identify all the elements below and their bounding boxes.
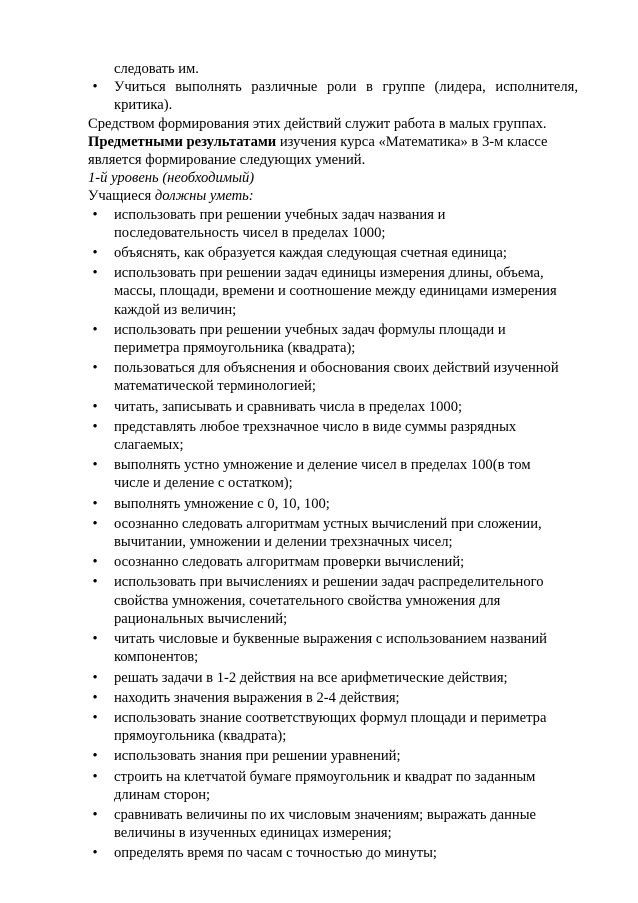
skill-text-line: читать, записывать и сравнивать числа в пределах 1000;: [114, 398, 463, 415]
bullet-marker: •: [92, 669, 98, 686]
skill-text-line: величины в изученных единицах измерения;: [114, 825, 392, 842]
skill-list-item: [88, 456, 578, 492]
skill-text-line: слагаемых;: [114, 437, 184, 454]
skill-text-line: периметра прямоугольника (квадрата);: [114, 340, 356, 357]
bullet-marker: •: [92, 206, 98, 223]
skill-list-item: [88, 747, 578, 765]
bullet-marker: •: [92, 748, 98, 765]
skill-text-line: объяснять, как образуется каждая следующая счетная единица;: [114, 245, 507, 262]
group-roles-line-2: критика).: [114, 97, 173, 114]
bullet-marker: •: [92, 418, 98, 435]
skill-list-item: [88, 768, 578, 804]
level-heading: 1-й уровень (необходимый): [88, 170, 255, 187]
skill-text-line: использовать знание соответствующих формул площади и периметра: [114, 709, 547, 726]
bullet-marker: •: [92, 554, 98, 571]
bullet-marker: •: [92, 768, 98, 785]
skill-text-line: находить значения выражения в 2-4 действия;: [114, 689, 400, 706]
skill-list-item: [88, 359, 578, 395]
group-roles-line-1: Учиться выполнять различные роли в группе (лидера, исполнителя,: [114, 79, 578, 96]
skill-text-line: сравнивать величины по их числовым значениям; выражать данные: [114, 806, 537, 823]
bullet-marker: •: [92, 709, 98, 726]
skill-list-item: [88, 630, 578, 666]
skill-list-item: [88, 689, 578, 707]
bullet-marker: •: [92, 398, 98, 415]
skill-list-item: [88, 321, 578, 357]
skill-text-line: осознанно следовать алгоритмам проверки вычислений;: [114, 554, 465, 571]
subject-results-bold: Предметными результатами: [88, 133, 277, 150]
intro-continuation-line: следовать им.: [114, 61, 199, 77]
skill-text-line: свойства умножения, сочетательного свойства умножения для: [114, 592, 501, 609]
students-plain: Учащиеся: [88, 188, 155, 205]
means-paragraph: Средством формирования этих действий служит работа в малых группах.: [88, 115, 547, 132]
bullet-marker: •: [92, 360, 98, 377]
skill-text-line: длинам сторон;: [114, 786, 211, 803]
skill-text-line: осознанно следовать алгоритмам устных вычислений при сложении,: [114, 515, 542, 532]
bullet-marker: •: [92, 495, 98, 512]
skill-text-line: использовать при решении задач единицы измерения длины, объема,: [114, 265, 544, 282]
skills-list: [88, 206, 578, 863]
skill-text-line: вычитании, умножении и делении трехзначных чисел;: [114, 534, 453, 551]
skill-list-item: [88, 573, 578, 628]
document-body: [88, 60, 578, 865]
skill-text-line: использовать при решении учебных задач формулы площади и: [114, 321, 506, 338]
skill-list-item: [88, 669, 578, 687]
subject-results-paragraph: [88, 133, 578, 151]
skill-list-item: [88, 264, 578, 319]
skill-list-item: [88, 206, 578, 242]
skill-text-line: прямоугольника (квадрата);: [114, 728, 287, 745]
students-must-line: [88, 187, 578, 205]
skill-list-item: [88, 418, 578, 454]
skill-text-line: рациональных вычислений;: [114, 610, 288, 627]
bullet-marker: •: [92, 457, 98, 474]
skill-text-line: решать задачи в 1-2 действия на все арифметические действия;: [114, 669, 508, 686]
skill-text-line: использовать при вычислениях и решении задач распределительного: [114, 574, 544, 591]
bullet-marker: •: [92, 806, 98, 823]
skill-text-line: представлять любое трехзначное число в виде суммы разрядных: [114, 418, 517, 435]
group-roles-bullet-item: [88, 78, 578, 114]
skill-text-line: математической терминологией;: [114, 378, 316, 395]
skill-text-line: выполнять устно умножение и деление чисел в пределах 100(в том: [114, 457, 531, 474]
bullet-marker: •: [92, 845, 98, 862]
skill-list-item: [88, 806, 578, 842]
skill-list-item: [88, 244, 578, 262]
skill-list-item: [88, 398, 578, 416]
students-italic: должны уметь:: [154, 188, 254, 205]
bullet-marker: •: [92, 689, 98, 706]
skill-text-line: числе и деление с остатком);: [114, 475, 293, 492]
skill-list-item: [88, 515, 578, 551]
skill-text-line: каждой из величин;: [114, 301, 237, 318]
bullet-marker: •: [92, 265, 98, 282]
bullet-marker: •: [92, 631, 98, 648]
skill-text-line: использовать при решении учебных задач названия и: [114, 206, 446, 223]
bullet-marker: •: [92, 245, 98, 262]
skill-list-item: [88, 495, 578, 513]
skill-text-line: последовательность чисел в пределах 1000;: [114, 224, 386, 241]
bullet-marker: •: [92, 321, 98, 338]
skill-text-line: компонентов;: [114, 649, 199, 666]
skill-text-line: читать числовые и буквенные выражения с использованием названий: [114, 631, 547, 648]
skill-text-line: использовать знания при решении уравнений;: [114, 748, 401, 765]
skill-text-line: выполнять умножение с 0, 10, 100;: [114, 495, 330, 512]
bullet-marker: •: [92, 515, 98, 532]
bullet-marker: •: [92, 574, 98, 591]
skill-text-line: массы, площади, времени и соотношение между единицами измерения: [114, 283, 557, 300]
subject-results-line-2: является формирование следующих умений.: [88, 152, 366, 169]
skill-text-line: пользоваться для объяснения и обоснования своих действий изученной: [114, 360, 559, 377]
skill-list-item: [88, 844, 578, 862]
skill-text-line: строить на клетчатой бумаге прямоугольник и квадрат по заданным: [114, 768, 536, 785]
skill-list-item: [88, 709, 578, 745]
bullet-marker: •: [92, 79, 98, 96]
subject-results-rest: изучения курса «Математика» в 3-м классе: [276, 133, 548, 150]
skill-text-line: определять время по часам с точностью до минуты;: [114, 845, 437, 862]
skill-list-item: [88, 553, 578, 571]
